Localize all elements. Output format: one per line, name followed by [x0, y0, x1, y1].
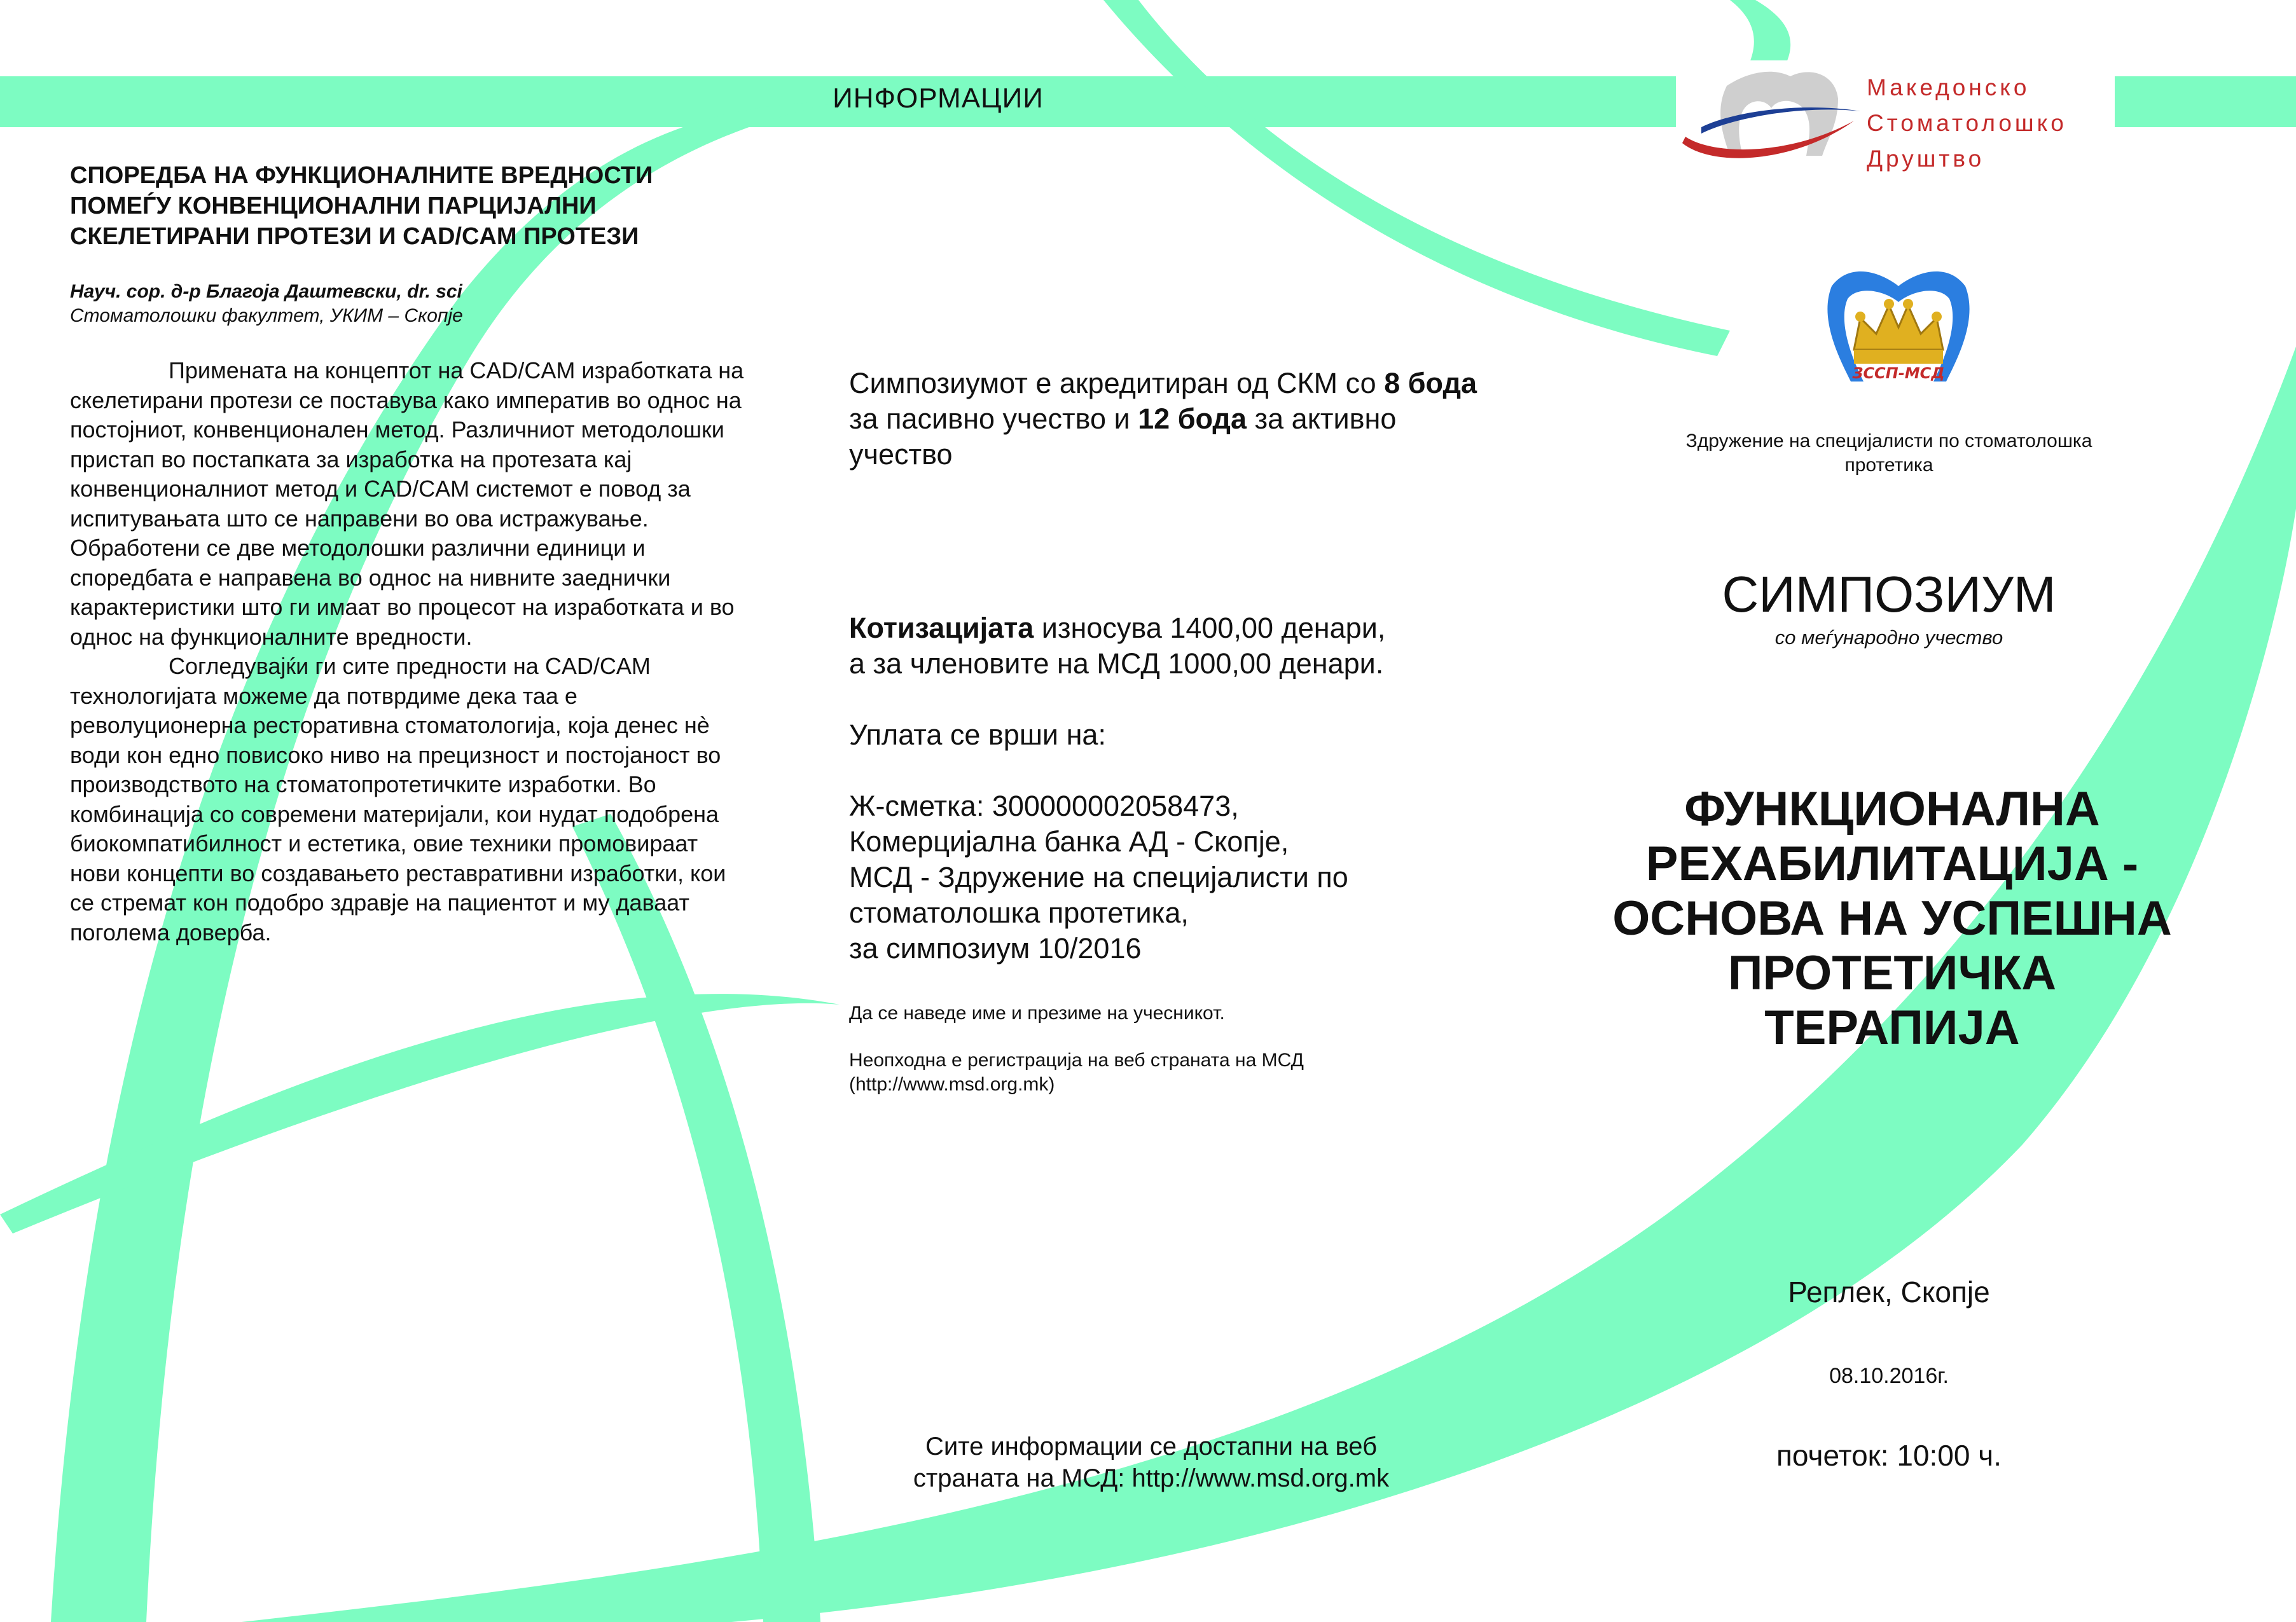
msd-logo-line2: Стоматолошко: [1867, 110, 2067, 136]
symposium-heading: СИМПОЗИУМ: [1722, 566, 2056, 622]
payment-recipient-1: МСД - Здружение на специјалисти по: [849, 861, 1348, 893]
fee-label: Котизацијата: [849, 612, 1034, 644]
registration-notes: [849, 1001, 1485, 1120]
msd-logo-line3: Друштво: [1867, 146, 1985, 172]
footer-line2[interactable]: страната на МСД: http://www.msd.org.mk: [913, 1464, 1390, 1492]
payment-recipient-2: стоматолошка протетика,: [849, 897, 1189, 929]
note-name: Да се наведе име и презиме на учесникот.: [849, 1003, 1225, 1024]
footer-line1: Сите информации се достапни на веб: [925, 1433, 1377, 1460]
symposium-title-line5: ТЕРАПИЈА: [1764, 1001, 2020, 1055]
fee-info: [849, 610, 1517, 966]
note-registration-line1: Неопходна е регистрација на веб страната на МСД: [849, 1050, 1304, 1071]
accreditation-post: за активно учество: [849, 402, 1397, 471]
symposium-title-line2: РЕХАБИЛИТАЦИЈА -: [1645, 837, 2139, 891]
crown-tooth-icon: [1819, 261, 1978, 388]
association-name: [1654, 429, 2124, 478]
accreditation-points-active: 12 бода: [1138, 402, 1247, 435]
article-author: Науч. сор. д-р Благоја Даштевски, dr. sci: [70, 281, 462, 302]
info-banner-label: ИНФОРМАЦИИ: [833, 83, 1044, 114]
article-title-line3: СКЕЛЕТИРАНИ ПРОТЕЗИ И CAD/CAM ПРОТЕЗИ: [70, 223, 639, 250]
accreditation-pre: Симпозиумот е акредитиран од СКМ со: [849, 367, 1376, 399]
tooth-swoosh-icon: [1676, 60, 1867, 188]
article-affiliation: Стоматолошки факултет, УКИМ – Скопје: [70, 305, 463, 326]
article-paragraph-2: Согледувајќи ги сите предности на CAD/CAM технологијата можеме да потврдиме дека таа е револуционерна ресторативна стоматологија, која денес нè води кон едно повисоко ниво на прецизност и постојаност во производството на стоматопротетичките изработки. Во комбинација со современи материјали, кои нудат подобрена биокомпатибилност и естетика, овие техники промовираат нови концепти во создавањето реставративни изработки, кои се стремат кон подобро здравје на пациентот и му даваат поголема доверба.: [70, 653, 726, 945]
accreditation-points-passive: 8 бода: [1384, 367, 1477, 399]
fee-amount: износува 1400,00 денари,: [1034, 612, 1386, 644]
fee-members: а за членовите на МСД 1000,00 денари.: [849, 647, 1384, 680]
association-line2: протетика: [1844, 455, 1933, 476]
payment-bank: Комерцијална банка АД - Скопје,: [849, 825, 1289, 858]
venue: Реплек, Скопје: [1788, 1275, 1990, 1309]
msd-logo-line1: Македонско: [1867, 74, 2030, 100]
article-paragraph-1: Примената на концептот на CAD/CAM изработката на скелетирани протези се поставува како императив во однос на постојниот, конвенционален метод. Различниот методолошки пристап во постапката за изработка на протезата кај конвенционалниот метод и CAD/CAM системот е повод за испитувањата што се направени во ова истражување. Обработени се две методолошки различни единици и споредбата е направена во однос на нивните заеднички карактеристики што ги имаат во процесот на изработката и во однос на функционалните вредности.: [70, 357, 744, 650]
symposium-title: [1552, 782, 2232, 1055]
symposium-title-line3: ОСНОВА НА УСПЕШНА: [1612, 891, 2172, 945]
footer-info: [827, 1431, 1476, 1494]
article-title: [70, 160, 744, 252]
article-body: [70, 356, 744, 947]
accreditation-text: [849, 366, 1498, 472]
article-title-line1: СПОРЕДБА НА ФУНКЦИОНАЛНИТЕ ВРЕДНОСТИ: [70, 162, 653, 189]
symposium-subheading: со меѓународно учество: [1774, 626, 2003, 649]
zssp-logo-label: ЗССП-МСД: [1852, 364, 1945, 382]
symposium-title-line1: ФУНКЦИОНАЛНА: [1684, 782, 2100, 836]
payment-purpose: за симпозиум 10/2016: [849, 932, 1142, 965]
payment-heading: Уплата се врши на:: [849, 718, 1106, 751]
start-time: почеток: 10:00 ч.: [1776, 1439, 2002, 1472]
note-registration-url[interactable]: (http://www.msd.org.mk): [849, 1074, 1055, 1095]
top-left-arc: [1103, 0, 1730, 356]
payment-details: [849, 788, 1517, 966]
msd-logo-text: [1867, 70, 2067, 177]
zssp-logo: [1819, 261, 1978, 388]
article-author-block: [70, 280, 463, 328]
accreditation-mid: за пасивно учество и: [849, 402, 1130, 435]
note-registration: [849, 1048, 1485, 1097]
association-line1: Здружение на специјалисти по стоматолошка: [1685, 430, 2092, 451]
event-date: 08.10.2016г.: [1829, 1364, 1949, 1388]
fee-paragraph: [849, 610, 1517, 682]
msd-logo: [1676, 60, 2115, 188]
symposium-title-line4: ПРОТЕТИЧКА: [1727, 946, 2057, 1000]
article-title-line2: ПОМЕЃУ КОНВЕНЦИОНАЛНИ ПАРЦИЈАЛНИ: [70, 193, 597, 219]
payment-account: Ж-сметка: 300000002058473,: [849, 790, 1239, 822]
